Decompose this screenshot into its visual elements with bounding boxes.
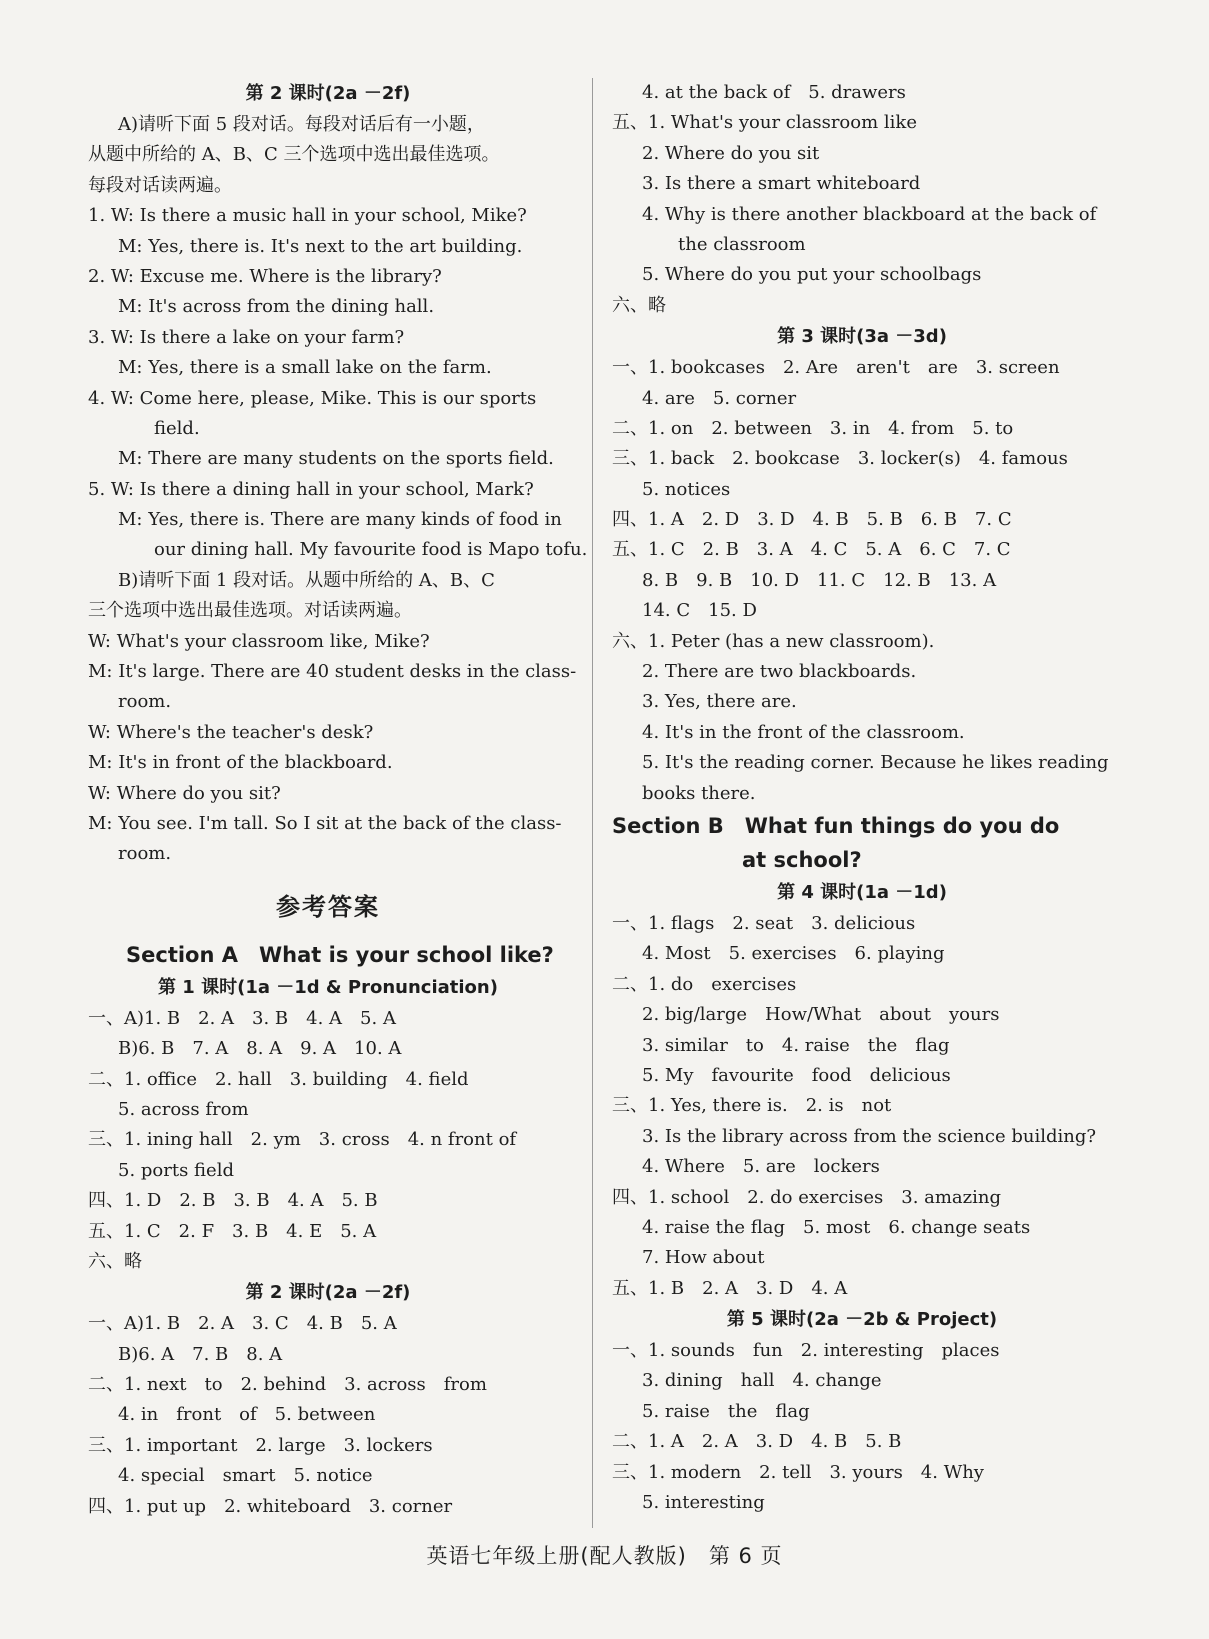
answer-line: 三、1. modern 2. tell 3. yours 4. Why bbox=[612, 1461, 984, 1483]
section-b-heading-cont: at school? bbox=[742, 847, 862, 872]
section-a-heading: Section A What is your school like? bbox=[126, 942, 554, 967]
answer-line: 三、1. back 2. bookcase 3. locker(s) 4. famous bbox=[612, 448, 1068, 470]
dialogue-line: 4. W: Come here, please, Mike. This is our sports bbox=[88, 387, 537, 409]
answer-line: 4. Where 5. are lockers bbox=[642, 1156, 880, 1178]
dialogue-line: 3. W: Is there a lake on your farm? bbox=[88, 326, 405, 348]
answer-line: 3. Yes, there are. bbox=[642, 691, 797, 713]
dialogue-line: M: Yes, there is a small lake on the farm. bbox=[118, 357, 492, 379]
answer-line: 五、1. C 2. B 3. A 4. C 5. A 6. C 7. C bbox=[612, 539, 1011, 561]
dialogue-line: our dining hall. My favourite food is Mapo tofu. bbox=[154, 539, 588, 561]
answer-line: 二、1. A 2. A 3. D 4. B 5. B bbox=[612, 1431, 902, 1453]
dialogue-line: M: Yes, there is. It's next to the art building. bbox=[118, 235, 523, 257]
answer-line: books there. bbox=[642, 782, 756, 804]
dialogue-line: field. bbox=[154, 417, 200, 439]
answer-line: 六、略 bbox=[88, 1250, 142, 1272]
answer-line: 四、1. A 2. D 3. D 4. B 5. B 6. B 7. C bbox=[612, 509, 1012, 531]
answer-line: 四、1. put up 2. whiteboard 3. corner bbox=[88, 1495, 453, 1517]
answer-line: 5. notices bbox=[642, 478, 731, 500]
lesson-2-listening-title: 第 2 课时(2a －2f) bbox=[245, 83, 411, 104]
answer-line: 4. raise the flag 5. most 6. change seats bbox=[642, 1216, 1031, 1238]
lesson-5-title: 第 5 课时(2a －2b & Project) bbox=[726, 1309, 998, 1331]
answer-line: 三、1. important 2. large 3. lockers bbox=[88, 1434, 433, 1456]
listening-b-instruction: 三个选项中选出最佳选项。对话读两遍。 bbox=[88, 600, 412, 622]
dialogue-line: 5. W: Is there a dining hall in your school, Mark? bbox=[88, 478, 534, 500]
listening-b-instruction: B)请听下面 1 段对话。从题中所给的 A、B、C bbox=[118, 569, 495, 591]
listening-a-instruction: 每段对话读两遍。 bbox=[88, 174, 232, 196]
answer-line: 5. It's the reading corner. Because he likes reading bbox=[642, 752, 1109, 774]
answer-line: 5. interesting bbox=[642, 1492, 765, 1514]
answer-line: 8. B 9. B 10. D 11. C 12. B 13. A bbox=[642, 569, 997, 591]
dialogue-line: M: It's in front of the blackboard. bbox=[88, 752, 393, 774]
answer-line: 一、A)1. B 2. A 3. B 4. A 5. A bbox=[88, 1007, 396, 1029]
lesson-1-title: 第 1 课时(1a －1d & Pronunciation) bbox=[158, 976, 498, 998]
answer-line: 3. Is there a smart whiteboard bbox=[642, 173, 921, 195]
answer-line: 5. My favourite food delicious bbox=[642, 1064, 951, 1086]
answer-line: 4. special smart 5. notice bbox=[118, 1465, 373, 1487]
answer-line: 一、A)1. B 2. A 3. C 4. B 5. A bbox=[88, 1313, 397, 1335]
lesson-4-title: 第 4 课时(1a －1d) bbox=[777, 881, 947, 903]
answer-line: 五、1. C 2. F 3. B 4. E 5. A bbox=[88, 1220, 377, 1242]
lesson-3-title: 第 3 课时(3a －3d) bbox=[777, 326, 947, 348]
dialogue-line: 2. W: Excuse me. Where is the library? bbox=[88, 265, 442, 287]
answer-line: 2. big/large How/What about yours bbox=[642, 1004, 1000, 1026]
answer-line: 三、1. Yes, there is. 2. is not bbox=[612, 1095, 892, 1117]
left-column bbox=[88, 78, 588, 1522]
section-b-heading: Section B What fun things do you do bbox=[612, 813, 1060, 838]
right-column bbox=[612, 78, 1112, 1518]
answer-line: 4. Why is there another blackboard at the back of bbox=[642, 203, 1097, 225]
answer-line: 2. There are two blackboards. bbox=[642, 661, 917, 683]
dialogue-line: W: Where's the teacher's desk? bbox=[88, 721, 374, 743]
answer-line: 4. It's in the front of the classroom. bbox=[642, 721, 965, 743]
answer-line: 二、1. next to 2. behind 3. across from bbox=[88, 1374, 487, 1396]
dialogue-line: M: You see. I'm tall. So I sit at the back of the class- bbox=[88, 812, 562, 834]
answer-line: 2. Where do you sit bbox=[642, 142, 820, 164]
answer-line: the classroom bbox=[678, 233, 806, 255]
column-divider bbox=[592, 78, 593, 1528]
answer-line: B)6. B 7. A 8. A 9. A 10. A bbox=[118, 1038, 402, 1060]
answer-line: 二、1. do exercises bbox=[612, 973, 797, 995]
answer-line: 5. Where do you put your schoolbags bbox=[642, 264, 982, 286]
answer-line: 二、1. on 2. between 3. in 4. from 5. to bbox=[612, 417, 1014, 439]
answer-line: 二、1. office 2. hall 3. building 4. field bbox=[88, 1068, 469, 1090]
answers-heading: 参考答案 bbox=[276, 892, 380, 921]
answer-line: 六、略 bbox=[612, 294, 666, 316]
dialogue-line: M: It's large. There are 40 student desks in the class- bbox=[88, 661, 577, 683]
answer-line: 3. dining hall 4. change bbox=[642, 1370, 882, 1392]
dialogue-line: room. bbox=[118, 691, 172, 713]
answer-line: 4. Most 5. exercises 6. playing bbox=[642, 943, 945, 965]
dialogue-line: room. bbox=[118, 843, 172, 865]
answer-line: 五、1. B 2. A 3. D 4. A bbox=[612, 1277, 848, 1299]
dialogue-line: M: It's across from the dining hall. bbox=[118, 296, 435, 318]
answer-line: 5. ports field bbox=[118, 1159, 234, 1181]
answer-line: 14. C 15. D bbox=[642, 600, 757, 622]
answer-line: 4. at the back of 5. drawers bbox=[642, 82, 906, 103]
answer-line: 六、1. Peter (has a new classroom). bbox=[612, 630, 935, 652]
dialogue-line: M: There are many students on the sports field. bbox=[118, 448, 554, 470]
dialogue-line: 1. W: Is there a music hall in your school, Mike? bbox=[88, 205, 527, 227]
answer-line: 7. How about bbox=[642, 1247, 765, 1269]
dialogue-line: W: Where do you sit? bbox=[88, 782, 281, 804]
dialogue-line: W: What's your classroom like, Mike? bbox=[88, 630, 430, 652]
answer-line: 5. raise the flag bbox=[642, 1400, 810, 1422]
answer-line: 一、1. sounds fun 2. interesting places bbox=[612, 1340, 1000, 1362]
answer-line: 四、1. school 2. do exercises 3. amazing bbox=[612, 1186, 1002, 1208]
answer-line: 3. Is the library across from the science building? bbox=[642, 1125, 1097, 1147]
answer-line: 3. similar to 4. raise the flag bbox=[642, 1034, 950, 1056]
answer-line: 四、1. D 2. B 3. B 4. A 5. B bbox=[88, 1190, 378, 1212]
listening-a-instruction: 从题中所给的 A、B、C 三个选项中选出最佳选项。 bbox=[88, 144, 500, 166]
answer-line: B)6. A 7. B 8. A bbox=[118, 1343, 283, 1365]
answer-line: 三、1. ining hall 2. ym 3. cross 4. n front of bbox=[88, 1129, 517, 1151]
dialogue-line: M: Yes, there is. There are many kinds of food in bbox=[118, 509, 562, 531]
answer-line: 4. in front of 5. between bbox=[118, 1404, 376, 1426]
lesson-2-title: 第 2 课时(2a －2f) bbox=[245, 1282, 411, 1304]
answer-line: 一、1. flags 2. seat 3. delicious bbox=[612, 912, 916, 934]
answer-line: 五、1. What's your classroom like bbox=[612, 112, 917, 134]
page-footer: 英语七年级上册(配人教版) 第 6 页 bbox=[426, 1544, 783, 1568]
answer-line: 一、1. bookcases 2. Are aren't are 3. screen bbox=[612, 357, 1060, 379]
answer-line: 5. across from bbox=[118, 1098, 249, 1120]
listening-a-instruction: A)请听下面 5 段对话。每段对话后有一小题， bbox=[118, 114, 485, 135]
answer-line: 4. are 5. corner bbox=[642, 387, 797, 409]
